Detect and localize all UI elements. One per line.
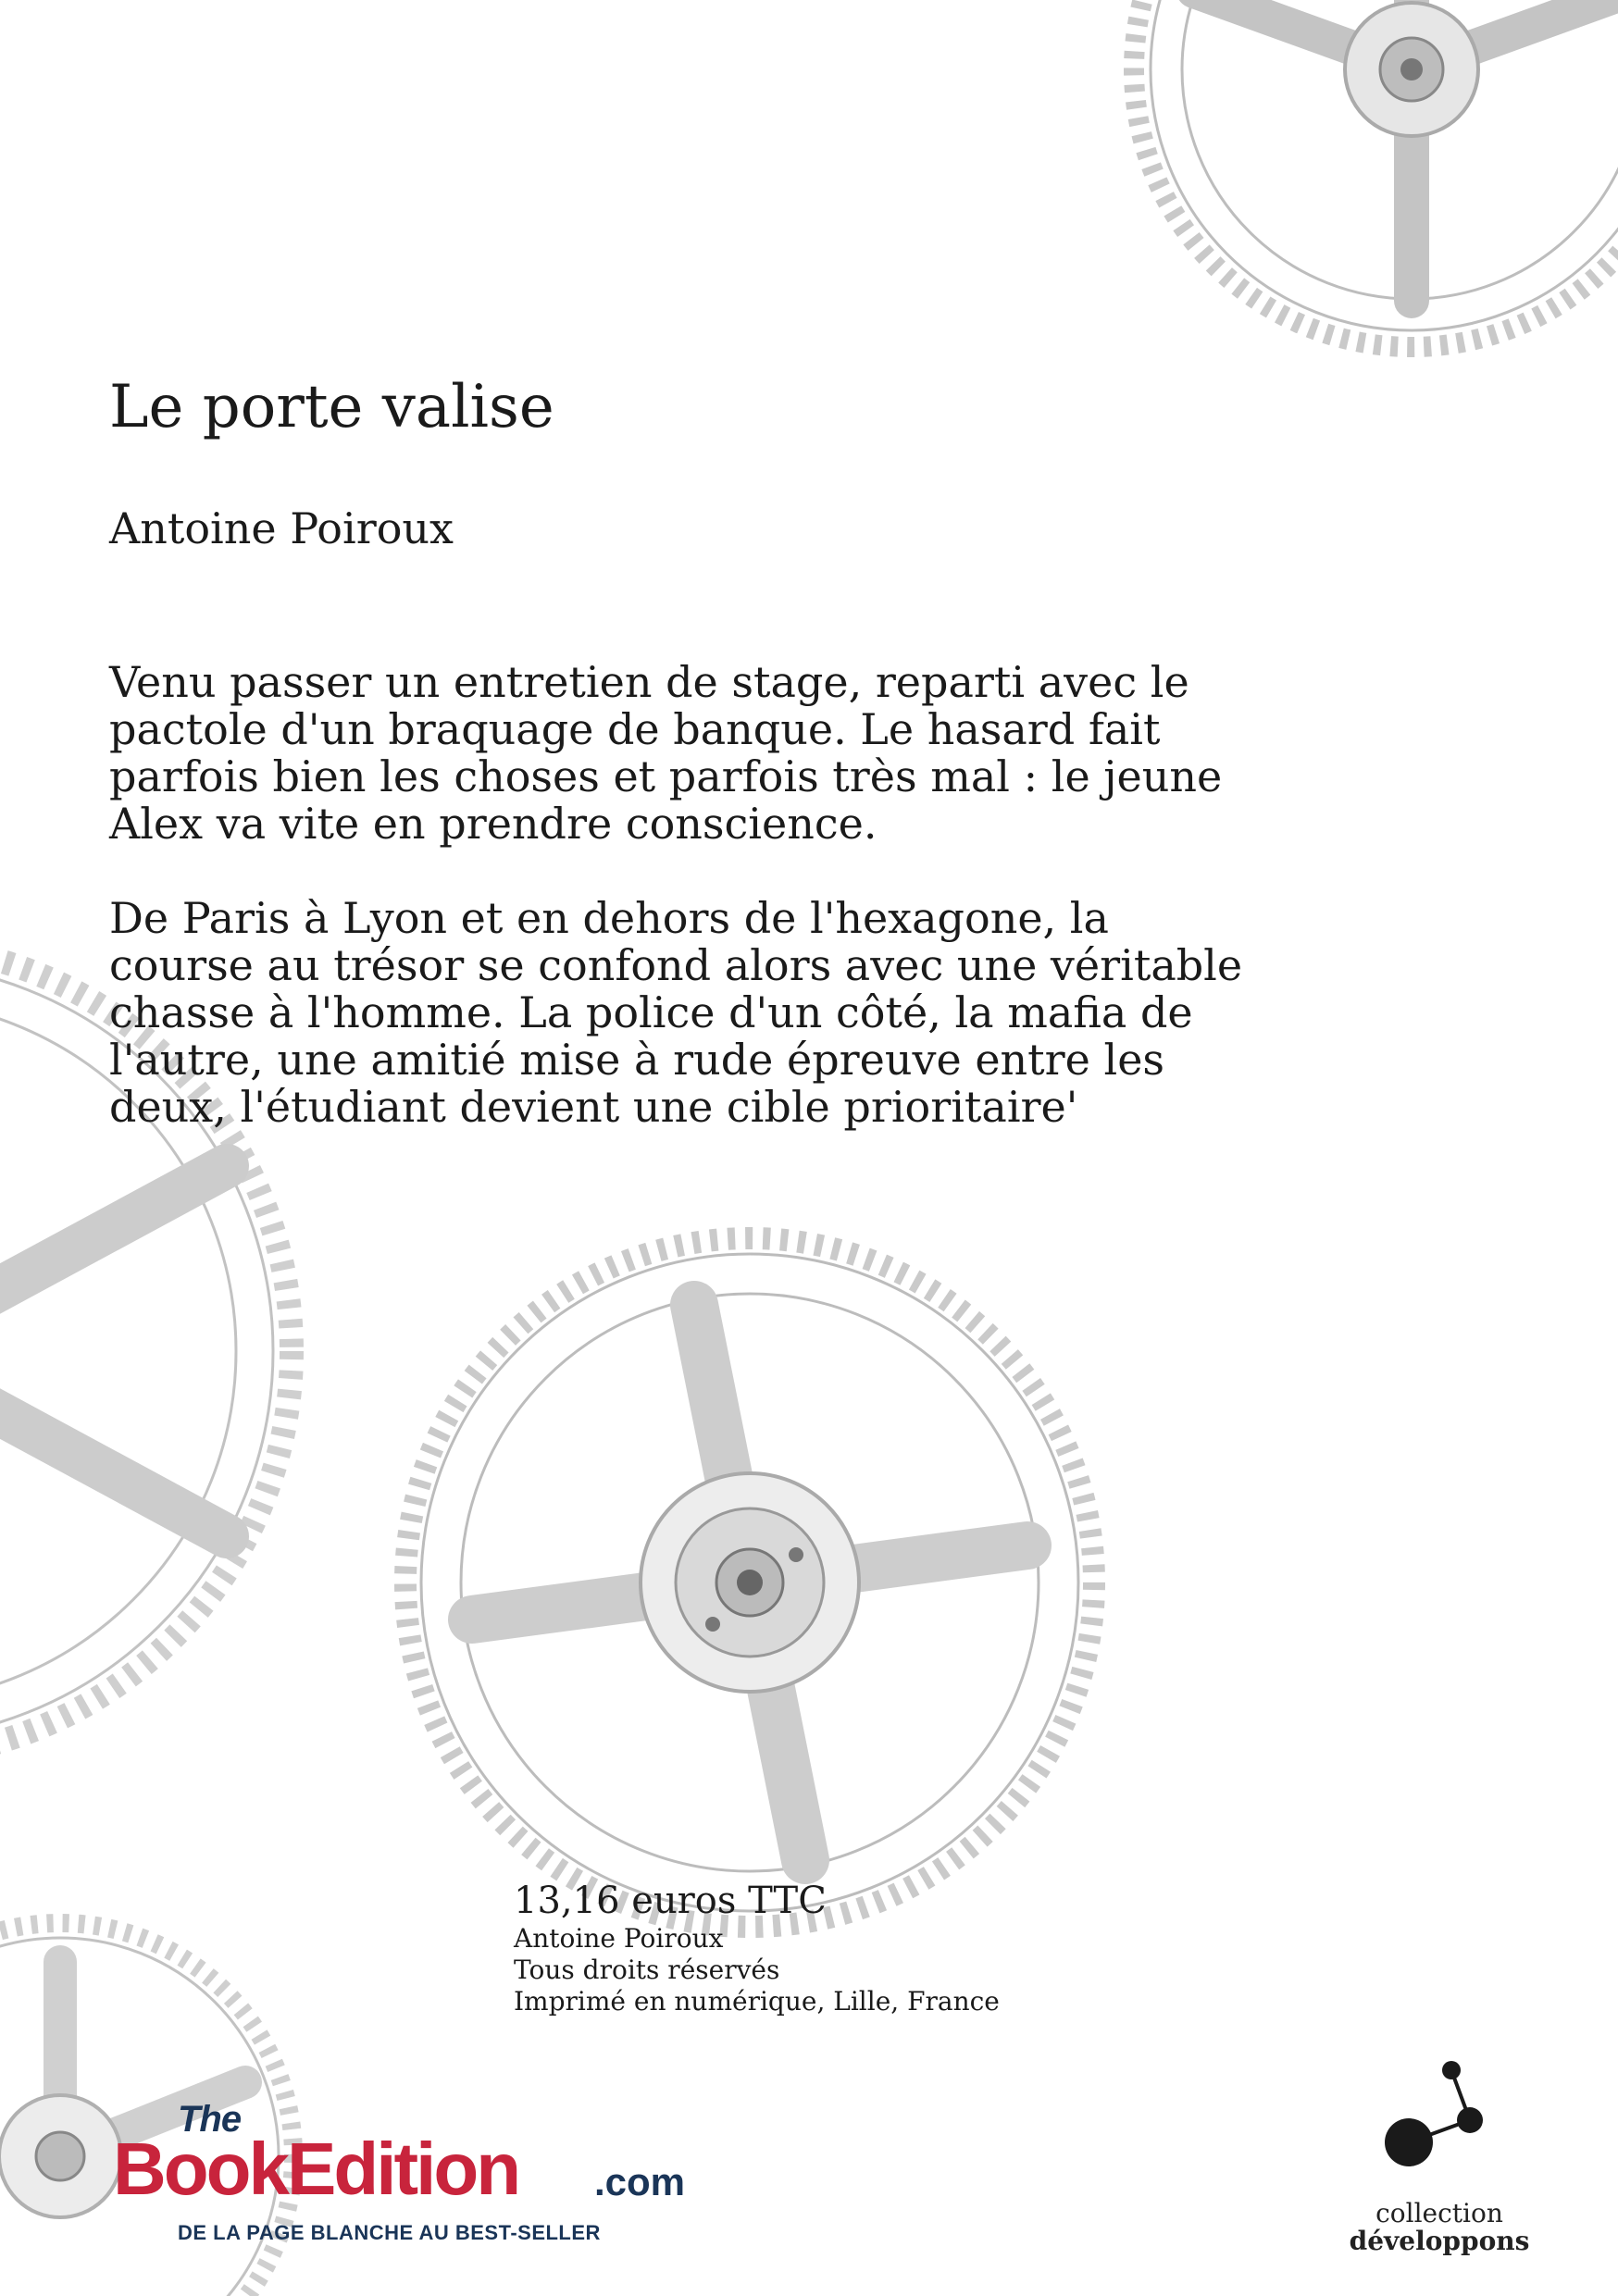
logo-tagline: DE LA PAGE BLANCHE AU BEST-SELLER bbox=[178, 2221, 601, 2244]
book-title: Le porte valise bbox=[109, 373, 554, 441]
collection-mark bbox=[1333, 2050, 1546, 2263]
book-author: Antoine Poiroux bbox=[109, 503, 454, 553]
gear-center-icon bbox=[380, 1212, 1120, 1953]
colophon bbox=[514, 1879, 1000, 2017]
logo-domain: .com bbox=[594, 2160, 686, 2203]
colophon-rights: Tous droits réservés bbox=[514, 1955, 780, 1985]
colophon-printed: Imprimé en numérique, Lille, France bbox=[514, 1986, 1000, 2017]
blurb-paragraph: Venu passer un entretien de stage, reparti avec le pactole d'un braquage de banque. Le hasard fait parfois bien les choses et parfois très mal : le jeune Alex va vite en prendre conscience. bbox=[109, 657, 1223, 849]
logo-brand: BookEdition bbox=[113, 2128, 519, 2210]
colophon-author: Antoine Poiroux bbox=[514, 1923, 724, 1954]
publisher-logo bbox=[113, 2091, 686, 2277]
collection-name: développons bbox=[1349, 2226, 1530, 2256]
book-blurb bbox=[109, 659, 1257, 1178]
blurb-paragraph: De Paris à Lyon et en dehors de l'hexagone, la course au trésor se confond alors avec une véritable chasse à l'homme. La police d'un côté, la mafia de l'autre, une amitié mise à rude épreuve entre les deux, l'étudiant devient une cible prioritaire' bbox=[109, 893, 1243, 1132]
gear-top-right-icon bbox=[1106, 0, 1618, 375]
price: 13,16 euros TTC bbox=[514, 1880, 827, 1922]
logo-the: The bbox=[178, 2099, 242, 2140]
collection-label: collection bbox=[1375, 2198, 1503, 2228]
molecule-icon bbox=[1372, 2050, 1501, 2189]
